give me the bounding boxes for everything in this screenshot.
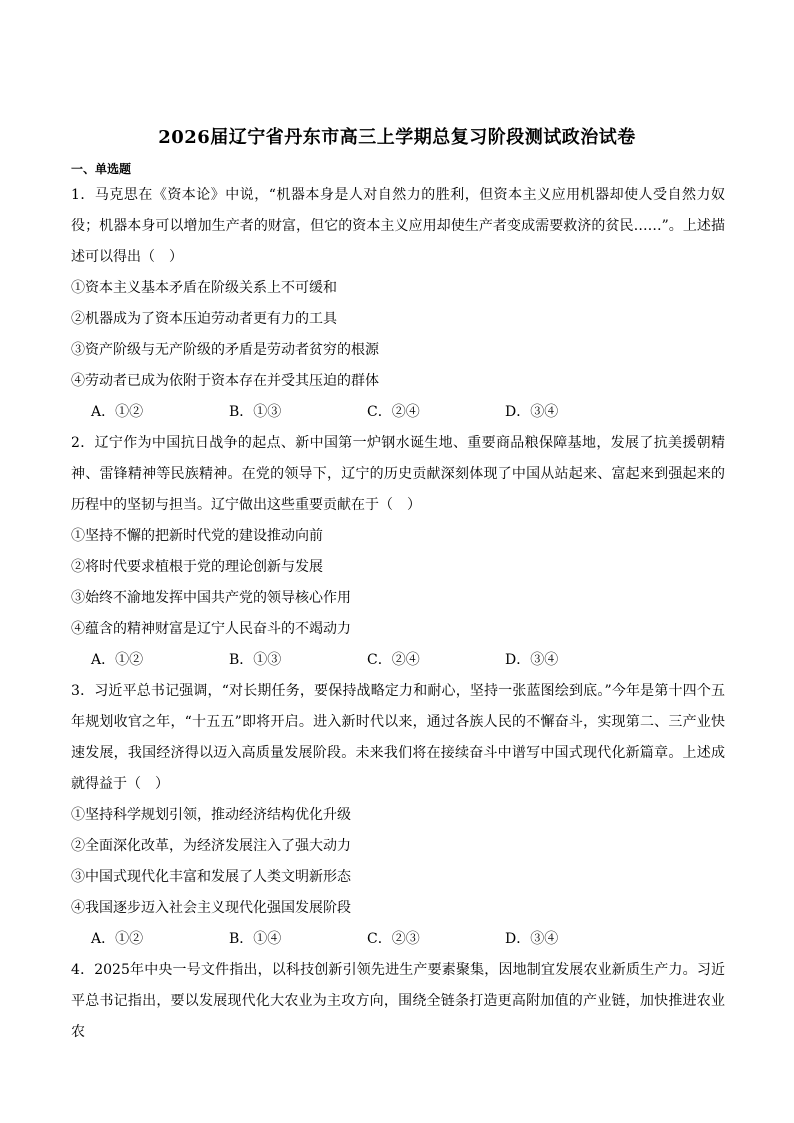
question-1-choices — [71, 397, 725, 428]
exam-title: 2026届辽宁省丹东市高三上学期总复习阶段测试政治试卷 — [158, 127, 636, 148]
question-3-choice-b: B．①④ — [229, 931, 282, 947]
question-4-stem: 4．2025年中央一号文件指出，以科技创新引领先进生产要素聚集，因地制宜发展农业新质生产力。习近平总书记指出，要以发展现代化大农业为主攻方向，围绕全链条打造更高附加值的产业链，加快推进农业农 — [71, 962, 725, 1040]
question-2-statement-1: ①坚持不懈的把新时代党的建设推动向前 — [71, 528, 323, 544]
question-3-choices — [71, 924, 725, 955]
question-3-choice-c: C．②③ — [367, 931, 420, 947]
section-heading: 一、单选题 — [71, 162, 132, 176]
question-1-choice-b: B．①③ — [229, 404, 282, 420]
question-3-statement-1: ①坚持科学规划引领，推动经济结构优化升级 — [71, 807, 351, 823]
question-2-stem: 2．辽宁作为中国抗日战争的起点、新中国第一炉钢水诞生地、重要商品粮保障基地，发展了抗美援朝精神、雷锋精神等民族精神。在党的领导下，辽宁的历史贡献深刻体现了中国从站起来、富起来到强起来的历程中的坚韧与担当。辽宁做出这些重要贡献在于（ ） — [71, 435, 725, 513]
question-1-statement-2: ②机器成为了资本压迫劳动者更有力的工具 — [71, 311, 337, 327]
question-3-statement-2: ②全面深化改革，为经济发展注入了强大动力 — [71, 838, 351, 854]
question-3-statement-4: ④我国逐步迈入社会主义现代化强国发展阶段 — [71, 900, 351, 916]
question-2 — [71, 428, 725, 676]
question-3-stem: 3．习近平总书记强调，“对长期任务，要保持战略定力和耐心，坚持一张蓝图绘到底。”今年是第十四个五年规划收官之年，“十五五”即将开启。进入新时代以来，通过各族人民的不懈奋斗，实现第二、三产业快速发展，我国经济得以迈入高质量发展阶段。未来我们将在接续奋斗中谱写中国式现代化新篇章。上述成就得益于（ ） — [71, 683, 725, 792]
question-2-statement-4: ④蕴含的精神财富是辽宁人民奋斗的不竭动力 — [71, 621, 351, 637]
question-3-choice-d: D．③④ — [505, 931, 559, 947]
question-4 — [71, 955, 725, 1048]
question-2-choices — [71, 645, 725, 676]
question-3-statement-3: ③中国式现代化丰富和发展了人类文明新形态 — [71, 869, 351, 885]
question-1-choice-d: D．③④ — [505, 404, 559, 420]
question-3-choice-a: A．①② — [91, 931, 144, 947]
question-1-statement-4: ④劳动者已成为依附于资本存在并受其压迫的群体 — [71, 373, 379, 389]
question-1-choice-a: A．①② — [91, 404, 144, 420]
question-list — [71, 180, 725, 1048]
question-1-statement-1: ①资本主义基本矛盾在阶级关系上不可缓和 — [71, 280, 337, 296]
question-2-choice-a: A．①② — [91, 652, 144, 668]
question-1-stem: 1．马克思在《资本论》中说，“机器本身是人对自然力的胜利，但资本主义应用机器却使人受自然力奴役；机器本身可以增加生产者的财富，但它的资本主义应用却使生产者变成需要救济的贫民……”。上述描述可以得出（ ） — [71, 187, 725, 265]
question-3 — [71, 676, 725, 955]
question-1-choice-c: C．②④ — [367, 404, 420, 420]
question-1 — [71, 180, 725, 428]
question-2-statement-3: ③始终不渝地发挥中国共产党的领导核心作用 — [71, 590, 351, 606]
question-1-statement-3: ③资产阶级与无产阶级的矛盾是劳动者贫穷的根源 — [71, 342, 379, 358]
question-2-choice-b: B．①③ — [229, 652, 282, 668]
question-2-choice-d: D．③④ — [505, 652, 559, 668]
question-2-statement-2: ②将时代要求植根于党的理论创新与发展 — [71, 559, 323, 575]
question-2-choice-c: C．②④ — [367, 652, 420, 668]
